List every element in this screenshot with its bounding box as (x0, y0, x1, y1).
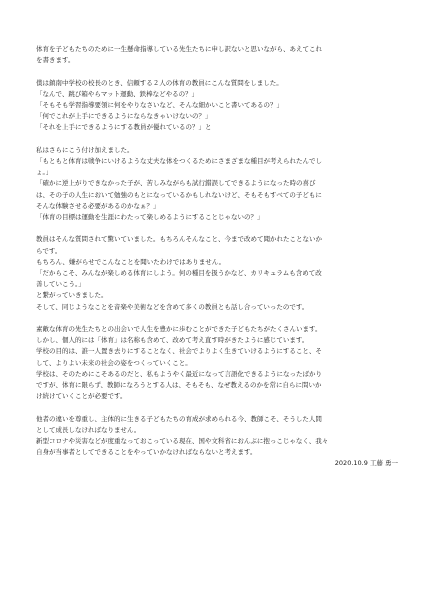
text-line: 他者の違いを尊重し、主体的に生きる子どもたちの育成が求められる今、教師こそ、そうした人間 (36, 414, 322, 423)
text-line: 「そもそも学習指導要領に何をやりなさいなど、そんな細かいこと書いてあるの？」 (36, 101, 283, 109)
text-line: 素敵な体育の先生たちとの出会いで人生を豊かに歩むことができた子どもたちがたくさんいます。 (36, 325, 322, 334)
text-line: ょ。」 (36, 168, 53, 177)
text-line: と繋がっていきました。 (36, 291, 108, 300)
text-line: して、よりよい未来の社会の姿をつくっていくこと。 (36, 358, 192, 367)
text-line: 体育を子どもたちのために一生懸命指導している先生たちに申し訳ないと思いながら、あえてこれ (36, 45, 322, 53)
text-line: け続けていくことが必要です。 (36, 392, 127, 401)
text-line: 「だからこそ、みんなが楽しめる体育にしよう。何の種目を扱うかなど、カリキュラムも含めて改 (36, 269, 322, 278)
text-line: 自身が当事者としてできることをやっていかなければならないと考えます。 (36, 448, 257, 457)
text-line: 学校の目的は、誰一人置き去りにすることなく、社会でよりよく生きていけるようにすること、そ (36, 347, 322, 356)
text-line: を書きます。 (36, 56, 75, 65)
text-line: 学校は、そのためにこそあるのだと、私もようやく最近になって言語化できるようになったばかり (36, 369, 322, 378)
text-line: らです。 (36, 246, 62, 255)
text-line: そして、同じようなことを音楽や美術などを含めて多くの教員とも話し合っていったのです。 (36, 302, 309, 311)
text-line: 「確かに逆上がりできなかった子が、苦しみながらも試行錯誤してできるようになった時の喜び (36, 179, 316, 188)
paragraph-conclusion (36, 414, 398, 470)
text-line: 私はさらにこう付け加えました。 (36, 145, 134, 154)
text-line: もちろん、嫌がらせでこんなことを聞いたわけではありません。 (36, 257, 226, 266)
text-line: 「体育の目標は運動を生涯にわたって楽しめるようにすることじゃないの？」 (36, 213, 264, 222)
text-line: 新型コロナや災害などが度重なっておこっている現在、国や文科省におんぶに抱っこじゃなく、我々 (36, 437, 329, 446)
text-line: 「なんで、跳び箱やらマット運動、鉄棒などやるの？」 (36, 89, 199, 98)
paragraph-reflection (36, 324, 398, 402)
text-line: ですが、体育に限らず、教師になろうとする人は、そもそも、なぜ教えるのかを常に自らに問いか (36, 381, 322, 390)
paragraph-intro (36, 44, 398, 66)
text-line: 善していこう。」 (36, 280, 85, 289)
paragraph-questions (36, 78, 398, 134)
text-line: そんな体験させる必要があるのかなぁ？」 (36, 201, 160, 210)
text-line: 僕は鎮南中学校の校長のとき、信頼する２人の体育の教員にこんな質問をしました。 (36, 78, 283, 87)
paragraph-reaction (36, 234, 398, 312)
text-line: は、その子の人生において勉強のもとになっているかもしれないけど、そもそもすべての子どもに (36, 190, 322, 199)
text-line: 教員はそんな質問されて驚いていました。もちろんそんなこと、今まで改めて聞かれたことないか (36, 235, 322, 244)
paragraph-additions (36, 145, 398, 223)
document-body (36, 44, 398, 470)
text-line: 「それを上手にできるようにする教員が優れているの？」と (36, 123, 212, 132)
signature-date-author: 2020.10.9 工藤 勇一 (334, 459, 398, 468)
text-line: 「何でこれが上手にできるようにならなきゃいけないの？」 (36, 112, 212, 121)
text-line: として成長しなければなりません。 (36, 425, 141, 434)
text-line: 「もともと体育は戦争にいけるような丈夫な体をつくるためにさまざまな種目が考えられたんでし (36, 157, 322, 165)
text-line: しかし、個人的には「体育」は名称も含めて、改めて考え直す時がきたように感じています。 (36, 336, 309, 345)
